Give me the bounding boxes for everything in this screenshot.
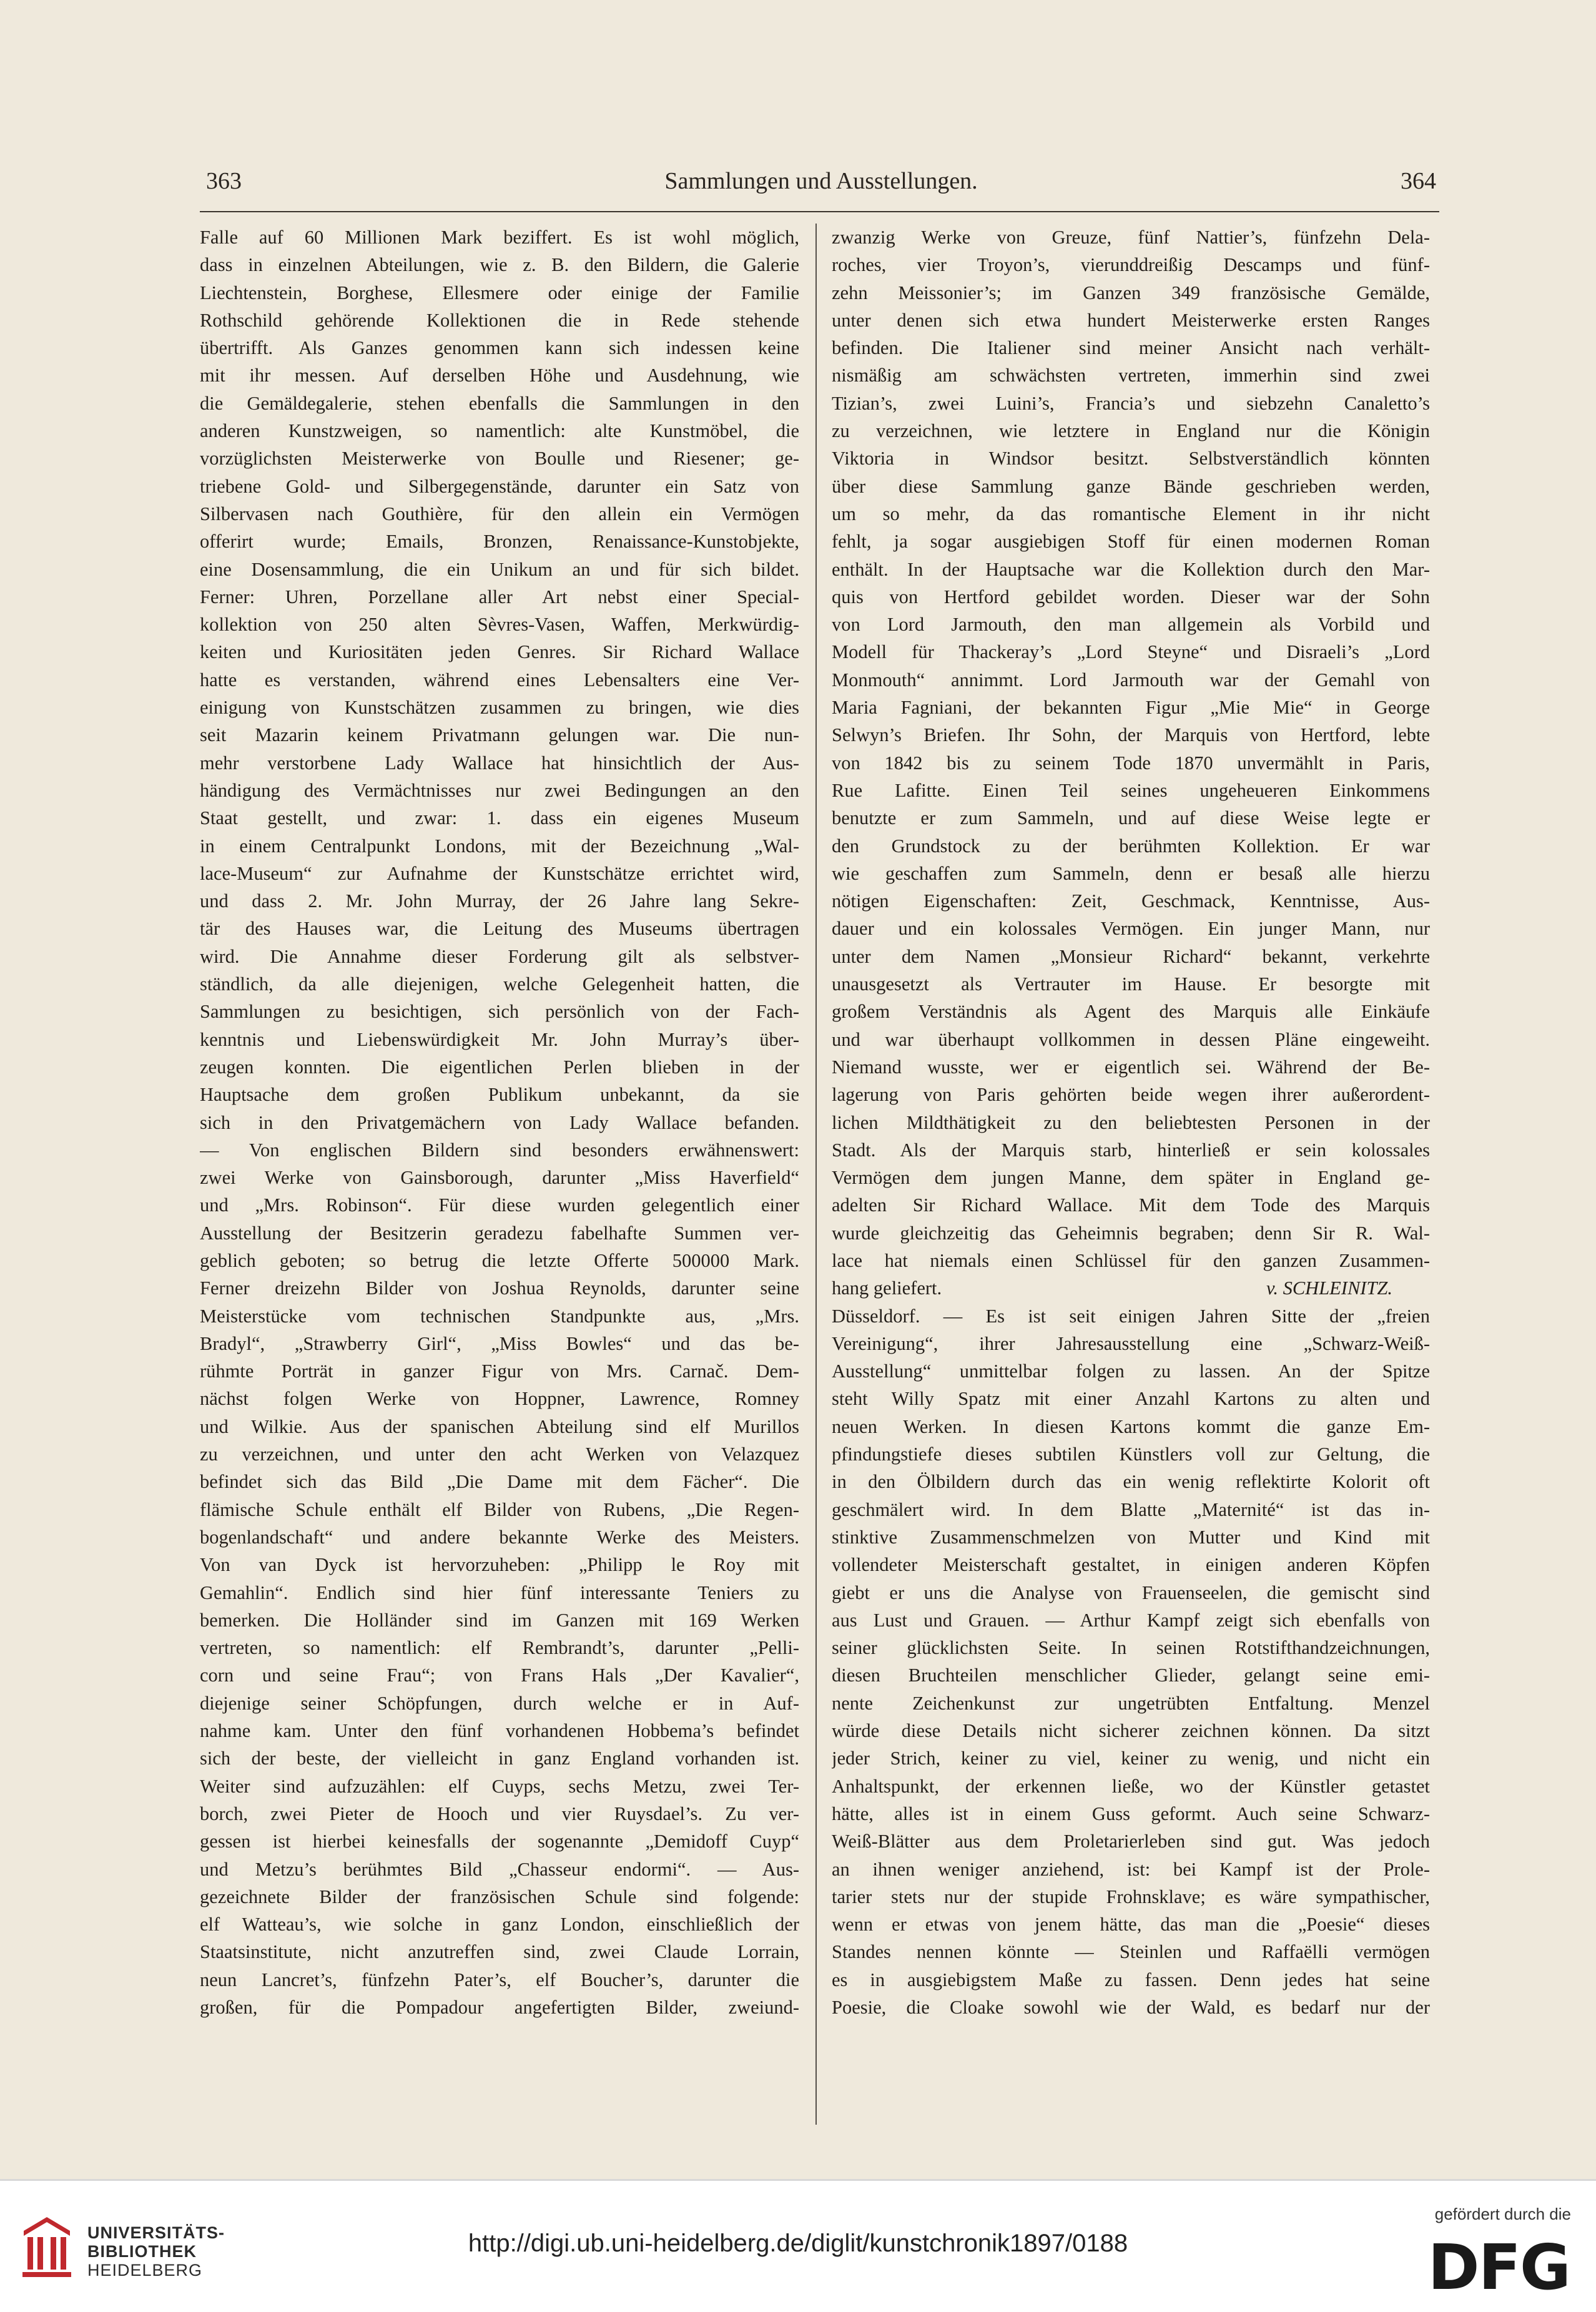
text-line: nötigen Eigenschaften: Zeit, Geschmack, Kenntnisse, Aus- [832, 890, 1430, 912]
text-line: Maria Fagniani, der bekannten Figur „Mie Mie“ in George [832, 697, 1430, 719]
text-line: jeder Strich, keiner zu viel, keiner zu wenig, und nicht ein [832, 1748, 1430, 1769]
text-line: in den Ölbildern durch das ein wenig reflektirte Kolorit oft [832, 1471, 1430, 1493]
text-line: keiten und Kuriositäten jeden Genres. Sir Richard Wallace [200, 641, 799, 663]
text-line: von 1842 bis zu seinem Tode 1870 unvermählt in Paris, [832, 752, 1430, 774]
text-line: enthält. In der Hauptsache war die Kollektion durch den Mar- [832, 558, 1430, 580]
text-line: lace-Museum“ zur Aufnahme der Kunstschätze errichtet wird, [200, 862, 799, 884]
text-line: wurde gleichzeitig das Geheimnis begraben; denn Sir R. Wal- [832, 1222, 1430, 1244]
text-line: vollendeter Meisterschaft gestaltet, in einigen anderen Köpfen [832, 1554, 1430, 1576]
text-line: Ferner dreizehn Bilder von Joshua Reynolds, darunter seine [200, 1277, 799, 1299]
text-line: es in ausgiebigstem Maße zu fassen. Denn jedes hat seine [832, 1969, 1430, 1990]
section-title: Sammlungen und Ausstellungen. [664, 168, 978, 194]
text-line: und „Mrs. Robinson“. Für diese wurden gelegentlich einer [200, 1194, 799, 1216]
text-line: offerirt wurde; Emails, Bronzen, Renaissance-Kunstobjekte, [200, 531, 799, 553]
text-line: tarier stets nur der stupide Frohnsklave; es wäre sympathischer, [832, 1886, 1430, 1907]
text-line: mit ihr messen. Auf derselben Höhe und Ausdehnung, wie [200, 365, 799, 386]
text-line: zwanzig Werke von Greuze, fünf Nattier’s, fünfzehn Dela- [832, 227, 1430, 248]
text-line: zwei Werke von Gainsborough, darunter „Miss Haverfield“ [200, 1167, 799, 1189]
text-line: an ihnen weniger anziehend, ist: bei Kampf ist der Prole- [832, 1858, 1430, 1880]
text-line: giebt er uns die Analyse von Frauenseelen, die gemischt sind [832, 1582, 1430, 1603]
text-line: Anhaltspunkt, der erkennen ließe, wo der Künstler getastet [832, 1775, 1430, 1797]
text-line: einigung von Kunstschätzen zusammen zu bringen, wie dies [200, 697, 799, 719]
text-line: corn und seine Frau“; von Frans Hals „Der Kavalier“, [200, 1665, 799, 1686]
page-number-left: 363 [206, 168, 242, 194]
text-line: zu verzeichnen, und unter den acht Werken von Velazquez [200, 1444, 799, 1465]
viewer-footer [0, 2179, 1596, 2312]
text-line: die Gemäldegalerie, stehen ebenfalls die Sammlungen in den [200, 392, 799, 414]
text-line: seiner glücklichsten Seite. In seinen Rotstifthandzeichnungen, [832, 1637, 1430, 1659]
column-divider [815, 224, 817, 2125]
text-line: — Von englischen Bildern sind besonders erwähnenswert: [200, 1139, 799, 1161]
text-line: Staatsinstitute, nicht anzutreffen sind, zwei Claude Lorrain, [200, 1941, 799, 1963]
text-line: hätte, alles ist in einem Guss geformt. Auch seine Schwarz- [832, 1803, 1430, 1824]
text-line: lace hat niemals einen Schlüssel für den ganzen Zusammen- [832, 1249, 1430, 1271]
left-column [200, 224, 799, 2021]
text-line: gezeichnete Bilder der französischen Schule sind folgende: [200, 1886, 799, 1907]
text-line: kollektion von 250 alten Sèvres-Vasen, Waffen, Merkwürdig- [200, 614, 799, 636]
text-line: von Lord Jarmouth, den man allgemein als Vorbild und [832, 614, 1430, 636]
text-line: zeugen konnten. Die eigentlichen Perlen blieben in der [200, 1056, 799, 1078]
text-line: mehr verstorbene Lady Wallace hat hinsichtlich der Aus- [200, 752, 799, 774]
running-header [206, 167, 1436, 205]
text-line: großen, für die Pompadour angefertigten Bilder, zweiund- [200, 1997, 799, 2018]
text-line: adelten Sir Richard Wallace. Mit dem Tode des Marquis [832, 1194, 1430, 1216]
text-line: elf Watteau’s, wie solche in ganz London, einschließlich der [200, 1914, 799, 1936]
text-line: Liechtenstein, Borghese, Ellesmere oder einige der Familie [200, 282, 799, 303]
text-line: und dass 2. Mr. John Murray, der 26 Jahre lang Sekre- [200, 890, 799, 912]
text-line: händigung des Vermächtnisses nur zwei Bedingungen an den [200, 779, 799, 801]
text-line: bemerken. Die Holländer sind im Ganzen mit 169 Werken [200, 1609, 799, 1631]
text-line: Bradyl“, „Strawberry Girl“, „Miss Bowles“ und das be- [200, 1332, 799, 1354]
text-line: und war überhaupt vollkommen in dessen Pläne eingeweiht. [832, 1028, 1430, 1050]
author-signature: v. SCHLEINITZ. [1266, 1277, 1392, 1299]
text-line: Standes nennen könnte — Steinlen und Raffaëlli vermögen [832, 1941, 1430, 1963]
text-line: und Metzu’s berühmtes Bild „Chasseur endormi“. — Aus- [200, 1858, 799, 1880]
text-line: Tizian’s, zwei Luini’s, Francia’s und siebzehn Canaletto’s [832, 392, 1430, 414]
text-line: hatte es verstanden, während eines Lebensalters eine Ver- [200, 669, 799, 691]
text-line: Weiß-Blätter aus dem Proletarierleben sind gut. Was jedoch [832, 1831, 1430, 1852]
text-line: nahme kam. Unter den fünf vorhandenen Hobbema’s befindet [200, 1720, 799, 1742]
text-line: unausgesetzt als Vertrauter im Hause. Er besorgte mit [832, 973, 1430, 995]
text-line: unter denen sich etwa hundert Meisterwerke ersten Ranges [832, 309, 1430, 331]
text-line: Silbervasen nach Gouthière, für den allein ein Vermögen [200, 503, 799, 524]
text-line: Vermögen dem jungen Manne, dem später in England ge- [832, 1167, 1430, 1189]
text-line: pfindungstiefe dieses subtilen Künstlers voll zur Geltung, die [832, 1444, 1430, 1465]
text-line: nente Zeichenkunst zur ungetrübten Entfaltung. Menzel [832, 1692, 1430, 1714]
text-line: zehn Meissonier’s; im Ganzen 349 französische Gemälde, [832, 282, 1430, 303]
text-line: neuen Werken. In diesen Kartons kommt die ganze Em- [832, 1415, 1430, 1437]
header-rule [200, 211, 1439, 212]
text-line: übertrifft. Als Ganzes genommen kann sich indessen keine [200, 337, 799, 359]
text-line: bogenlandschaft“ und andere bekannte Werke des Meisters. [200, 1526, 799, 1548]
dfg-logo: DFG [1427, 2231, 1570, 2304]
text-line: lichen Mildthätigkeit zu den beliebtesten Personen in der [832, 1111, 1430, 1133]
text-line: rühmte Porträt in ganzer Figur von Mrs. Carnač. Dem- [200, 1360, 799, 1382]
text-line: aus Lust und Grauen. — Arthur Kampf zeigt sich ebenfalls von [832, 1609, 1430, 1631]
text-line: vorzüglichsten Meisterwerke von Boulle und Riesener; ge- [200, 448, 799, 470]
text-line: Hauptsache dem großen Publikum unbekannt, da sie [200, 1084, 799, 1106]
paragraph-end: hang geliefert. [832, 1277, 942, 1299]
text-line: diesen Bruchteilen menschlicher Glieder, gelangt seine emi- [832, 1665, 1430, 1686]
text-line: Ausstellung“ unmittelbar folgen zu lassen. An der Spitze [832, 1360, 1430, 1382]
text-line: in einem Centralpunkt Londons, mit der Bezeichnung „Wal- [200, 835, 799, 857]
text-line: wenn er etwas von jenem hätte, das man die „Poesie“ dieses [832, 1914, 1430, 1936]
text-line: zu verzeichnen, wie letztere in England nur die Königin [832, 420, 1430, 442]
text-line: geschmälert wird. In dem Blatte „Maternité“ ist das in- [832, 1498, 1430, 1520]
text-line: kenntnis und Liebenswürdigkeit Mr. John Murray’s über- [200, 1028, 799, 1050]
text-line: würde diese Details nicht sicherer zeichnen können. Da sitzt [832, 1720, 1430, 1742]
text-line: benutzte er zum Sammeln, und auf diese Weise legte er [832, 807, 1430, 829]
text-line: nächst folgen Werke von Hoppner, Lawrence, Romney [200, 1388, 799, 1410]
text-line: lagerung von Paris gehörten beide wegen ihrer außerordent- [832, 1084, 1430, 1106]
text-line: dauer und ein kolossales Vermögen. Ein junger Mann, nur [832, 918, 1430, 940]
text-line: um so mehr, da das romantische Element in ihr nicht [832, 503, 1430, 524]
text-line: Meisterstücke vom technischen Standpunkte aus, „Mrs. [200, 1305, 799, 1327]
text-line: Vereinigung“, ihrer Jahresausstellung eine „Schwarz-Weiß- [832, 1332, 1430, 1354]
text-line: Staat gestellt, und zwar: 1. dass ein eigenes Museum [200, 807, 799, 829]
right-column [832, 224, 1430, 2021]
text-line: sich in den Privatgemächern von Lady Wallace befanden. [200, 1111, 799, 1133]
text-line: Monmouth“ annimmt. Lord Jarmouth war der Gemahl von [832, 669, 1430, 691]
text-line: Sammlungen zu besichtigen, sich persönlich von der Fach- [200, 1001, 799, 1023]
text-line: neun Lancret’s, fünfzehn Pater’s, elf Boucher’s, darunter die [200, 1969, 799, 1990]
text-line: Selwyn’s Briefen. Ihr Sohn, der Marquis von Hertford, lebte [832, 724, 1430, 746]
text-line: gessen ist hierbei keinesfalls der sogenannte „Demidoff Cuyp“ [200, 1831, 799, 1852]
text-line: Ausstellung der Besitzerin geradezu fabelhafte Summen ver- [200, 1222, 799, 1244]
text-line: Gemahlin“. Endlich sind hier fünf interessante Teniers zu [200, 1582, 799, 1603]
text-line: steht Willy Spatz mit einer Anzahl Kartons zu alten und [832, 1388, 1430, 1410]
text-line: befinden. Die Italiener sind meiner Ansicht nach verhält- [832, 337, 1430, 359]
text-line: diejenige seiner Schöpfungen, durch welche er in Auf- [200, 1692, 799, 1714]
text-line: vertreten, so namentlich: elf Rembrandt’s, darunter „Pelli- [200, 1637, 799, 1659]
text-line: seit Mazarin keinem Privatmann gelungen war. Die nun- [200, 724, 799, 746]
text-line: eine Dosensammlung, die ein Unikum an und für sich bildet. [200, 558, 799, 580]
library-name: UNIVERSITÄTS- BIBLIOTHEK HEIDELBERG [87, 2223, 225, 2280]
text-line: Niemand wusste, wer er eigentlich sei. Während der Be- [832, 1056, 1430, 1078]
text-line: triebene Gold- und Silbergegenstände, darunter ein Satz von [200, 475, 799, 497]
text-line: dass in einzelnen Abteilungen, wie z. B. den Bildern, die Galerie [200, 254, 799, 276]
text-line: Rothschild gehörende Kollektionen die in Rede stehende [200, 309, 799, 331]
text-line: Von van Dyck ist hervorzuheben: „Philipp le Roy mit [200, 1554, 799, 1576]
text-line: den Grundstock zu der berühmten Kollektion. Er war [832, 835, 1430, 857]
text-line: und Wilkie. Aus der spanischen Abteilung sind elf Murillos [200, 1415, 799, 1437]
text-line: Rue Lafitte. Einen Teil seines ungeheueren Einkommens [832, 779, 1430, 801]
text-line: Weiter sind aufzuzählen: elf Cuyps, sechs Metzu, zwei Ter- [200, 1775, 799, 1797]
text-line [832, 1274, 1430, 1302]
text-line: stinktive Zusammenschmelzen von Mutter und Kind mit [832, 1526, 1430, 1548]
text-line: tär des Hauses war, die Leitung des Museums übertragen [200, 918, 799, 940]
text-line: Poesie, die Cloake sowohl wie der Wald, es bedarf nur der [832, 1997, 1430, 2018]
text-line: großem Verständnis als Agent des Marquis alle Einkäufe [832, 1001, 1430, 1023]
text-line: Viktoria in Windsor besitzt. Selbstverständlich könnten [832, 448, 1430, 470]
page-number-right: 364 [1401, 168, 1436, 194]
text-line: wie geschaffen zum Sammeln, denn er besaß alle hierzu [832, 862, 1430, 884]
text-line: Modell für Thackeray’s „Lord Steyne“ und Disraeli’s „Lord [832, 641, 1430, 663]
funding-label: gefördert durch die [1434, 2205, 1571, 2223]
text-line: anderen Kunstzweigen, so namentlich: alte Kunstmöbel, die [200, 420, 799, 442]
text-line: wird. Die Annahme dieser Forderung gilt als selbstver- [200, 945, 799, 967]
text-line: nismäßig am schwächsten vertreten, immerhin sind zwei [832, 365, 1430, 386]
text-line: borch, zwei Pieter de Hooch und vier Ruysdael’s. Zu ver- [200, 1803, 799, 1824]
permalink-url[interactable]: http://digi.ub.uni-heidelberg.de/diglit/kunstchronik1897/0188 [468, 2230, 1128, 2257]
text-line: quis von Hertford gebildet worden. Dieser war der Sohn [832, 586, 1430, 608]
text-line: befindet sich das Bild „Die Dame mit dem Fächer“. Die [200, 1471, 799, 1493]
text-line: ständlich, da alle diejenigen, welche Gelegenheit hatten, die [200, 973, 799, 995]
text-line: fehlt, ja sogar ausgiebigen Stoff für einen modernen Roman [832, 531, 1430, 553]
text-line: flämische Schule enthält elf Bilder von Rubens, „Die Regen- [200, 1498, 799, 1520]
text-line: geblich geboten; so betrug die letzte Offerte 500000 Mark. [200, 1249, 799, 1271]
text-line: unter dem Namen „Monsieur Richard“ bekannt, verkehrte [832, 945, 1430, 967]
text-line: Ferner: Uhren, Porzellane aller Art nebst einer Special- [200, 586, 799, 608]
text-line: roches, vier Troyon’s, vierunddreißig Descamps und fünf- [832, 254, 1430, 276]
text-line: über diese Sammlung ganze Bände geschrieben werden, [832, 475, 1430, 497]
text-line: Stadt. Als der Marquis starb, hinterließ er sein kolossales [832, 1139, 1430, 1161]
text-line: Düsseldorf. — Es ist seit einigen Jahren Sitte der „freien [832, 1305, 1430, 1327]
text-line: sich der beste, der vielleicht in ganz England vorhanden ist. [200, 1748, 799, 1769]
text-line: Falle auf 60 Millionen Mark beziffert. Es ist wohl möglich, [200, 227, 799, 248]
